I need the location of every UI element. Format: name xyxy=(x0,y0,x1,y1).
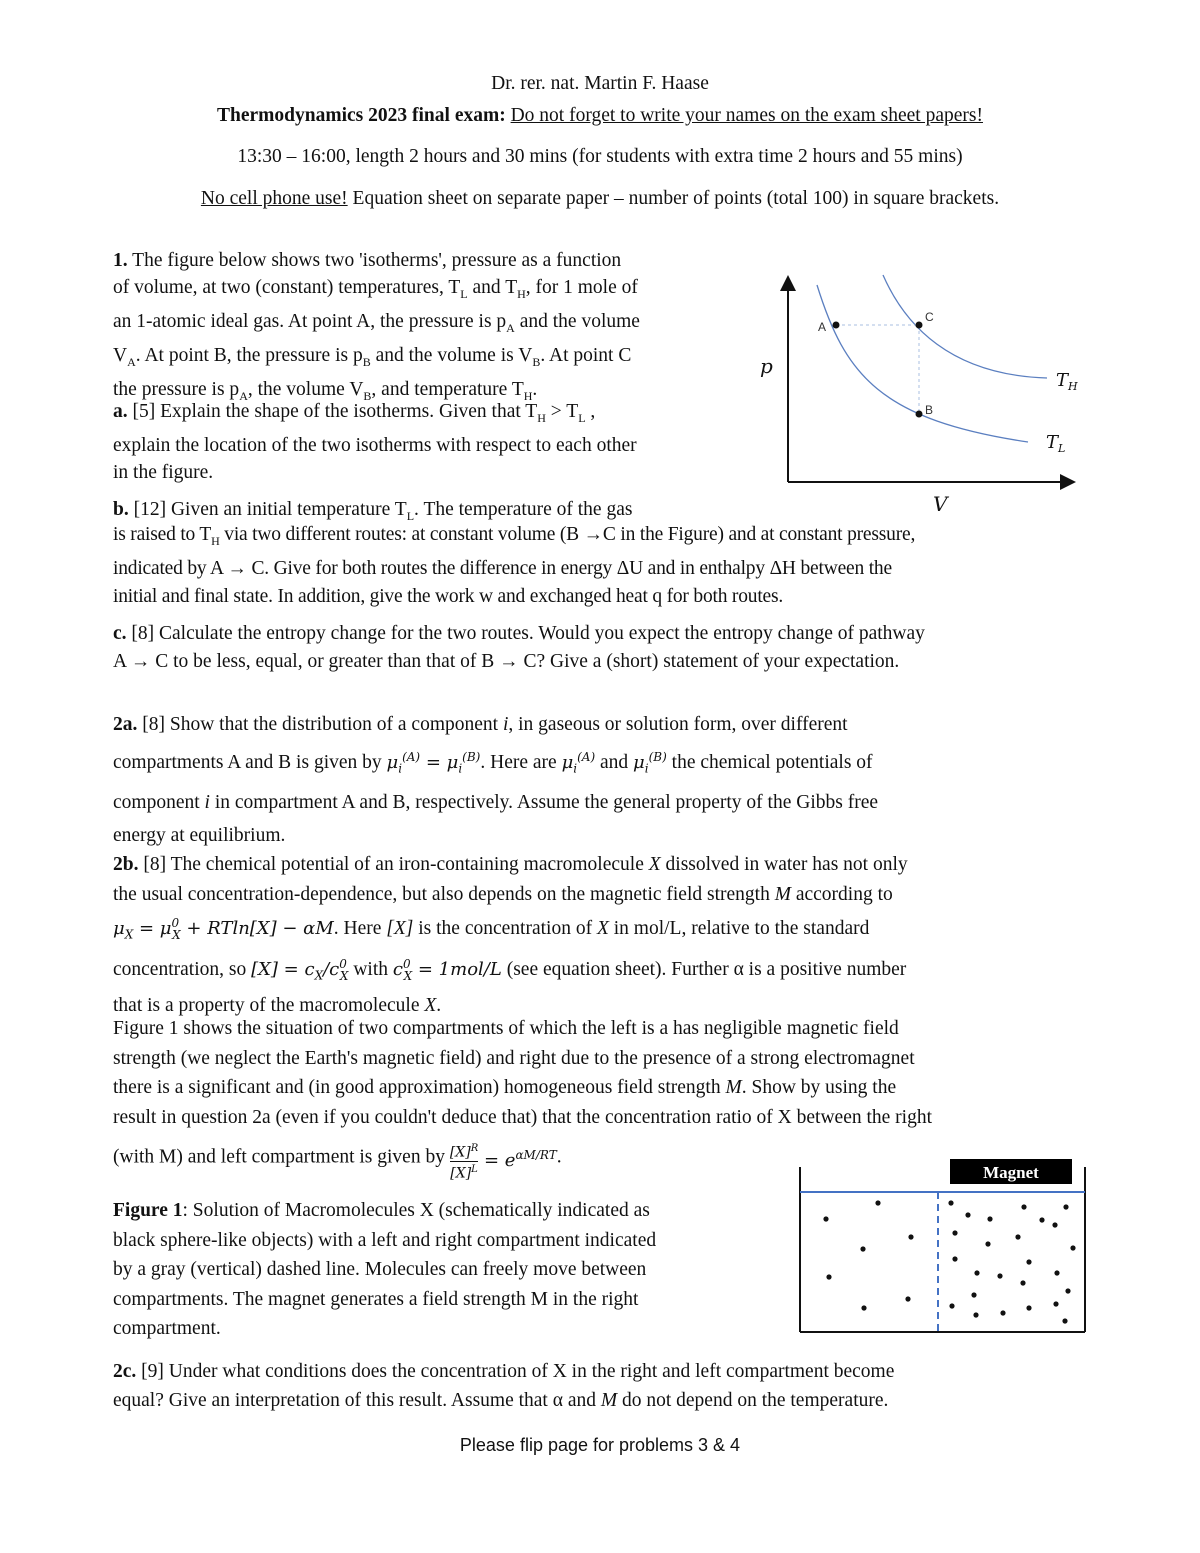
molecule xyxy=(974,1270,979,1275)
superscript: R xyxy=(470,1142,479,1154)
figure1-text: . Show by using the xyxy=(741,1077,897,1098)
math-var: i xyxy=(502,714,509,735)
q2a-text: and xyxy=(595,752,634,773)
q1-intro-text: . xyxy=(532,378,538,400)
q2a-text: , in gaseous or solution form, over different xyxy=(508,714,848,735)
math-var: X xyxy=(596,918,609,939)
superscript: (A) xyxy=(402,750,421,764)
subscript: X xyxy=(339,968,349,983)
subscript: L xyxy=(406,508,415,523)
subscript: X xyxy=(403,968,413,983)
fraction-numerator xyxy=(450,1141,478,1162)
molecule xyxy=(1070,1245,1075,1250)
q2c-text: [9] Under what conditions does the concentration of X in the right and left compartment become xyxy=(136,1361,895,1382)
molecule xyxy=(952,1230,957,1235)
q2a-text: compartments A and B is given by xyxy=(113,752,387,773)
point-b-marker xyxy=(916,411,923,418)
subscript: L xyxy=(578,410,586,425)
q1-intro xyxy=(113,247,739,410)
page-footer: Please flip page for problems 3 & 4 xyxy=(459,1435,741,1455)
point-c-marker xyxy=(916,322,923,329)
q1-intro-text: of volume, at two (constant) temperatures, T xyxy=(113,277,461,298)
rules-underlined: No cell phone use! xyxy=(200,188,348,209)
q1-intro-text: and the volume is V xyxy=(370,344,533,366)
subscript: i xyxy=(644,761,649,776)
molecule xyxy=(1053,1301,1058,1306)
q2a-text: component xyxy=(113,791,205,813)
figure1-text: (with M) and left compartment is given by xyxy=(113,1146,450,1168)
q2b-text: [8] The chemical potential of an iron-containing macromolecule xyxy=(138,854,649,875)
magnet-compartment-figure xyxy=(795,1155,1090,1337)
q1c-label: c. xyxy=(113,623,127,644)
q2b-label: 2b. xyxy=(113,854,139,875)
molecule xyxy=(861,1305,866,1310)
q1a-text: [5] Explain the shape of the isotherms. Given that T xyxy=(127,401,538,422)
y-axis-label: p xyxy=(760,354,773,378)
superscript: αM/RT xyxy=(515,1148,557,1162)
fraction-denominator xyxy=(450,1162,478,1182)
subscript: L xyxy=(460,286,468,301)
math-var: = e xyxy=(478,1150,516,1171)
q2b-text: (see equation sheet). Further α is a positive number xyxy=(501,959,907,981)
x-axis-label: V xyxy=(933,492,948,515)
math-var: + RTln[X] − αM xyxy=(180,918,334,939)
subscript: i xyxy=(458,761,463,776)
point-c-label: C xyxy=(925,310,934,324)
q2b xyxy=(113,850,1087,1021)
q1c xyxy=(113,620,1087,676)
q1-number: 1. xyxy=(113,250,128,271)
th-label-main: T xyxy=(1056,370,1069,391)
ratio-line xyxy=(113,1135,562,1181)
subscript: B xyxy=(532,354,541,369)
figure1-text: strength (we neglect the Earth's magnetic field) and right due to the presence of a strong electromagnet xyxy=(113,1047,915,1069)
rules-line xyxy=(0,185,1200,212)
subscript: i xyxy=(398,761,403,776)
subscript: i xyxy=(573,761,578,776)
q1-intro-text: . At point C xyxy=(540,344,632,366)
subscript: H xyxy=(517,286,526,301)
q1b-text: [12] Given an initial temperature T xyxy=(128,499,407,520)
math-var: c xyxy=(392,959,403,981)
ratio-fraction xyxy=(450,1141,478,1181)
subscript: B xyxy=(362,354,371,369)
right-molecules xyxy=(948,1200,1075,1323)
molecule xyxy=(1026,1259,1031,1264)
molecule xyxy=(948,1200,953,1205)
molecule xyxy=(1054,1270,1059,1275)
q1-intro-text: . At point B, the pressure is p xyxy=(135,344,363,366)
superscript: 0 xyxy=(402,957,411,972)
molecule xyxy=(1020,1280,1025,1285)
chemical-potential-formula xyxy=(113,916,334,942)
molecule xyxy=(905,1296,910,1301)
molecule xyxy=(1021,1204,1026,1209)
molecule xyxy=(826,1274,831,1279)
subscript: A xyxy=(239,388,248,403)
q1b-text: is raised to T xyxy=(113,524,212,545)
figure1-text: . xyxy=(556,1146,562,1168)
q1a-label: a. xyxy=(113,401,128,422)
subscript: B xyxy=(363,388,372,403)
q2a-label: 2a. xyxy=(113,714,138,735)
math-var: [X] xyxy=(449,1144,471,1161)
figure1-caption-text: compartment. xyxy=(113,1318,221,1339)
figure1-caption-text: black sphere-like objects) with a left and right compartment indicated xyxy=(113,1229,657,1251)
math-var: M xyxy=(725,1077,742,1098)
q2a-text: [8] Show that the distribution of a component xyxy=(137,714,503,735)
q2b-text: dissolved in water has not only xyxy=(660,854,908,875)
molecule xyxy=(1000,1310,1005,1315)
molecule xyxy=(1052,1222,1057,1227)
figure1-description xyxy=(113,1014,1087,1132)
exam-title-bold: Thermodynamics 2023 final exam: xyxy=(217,105,506,126)
tl-label-sub: L xyxy=(1058,442,1066,455)
molecule xyxy=(952,1256,957,1261)
q2b-text: concentration, so xyxy=(113,959,252,981)
figure1-caption-text: : Solution of Macromolecules X (schematically indicated as xyxy=(182,1200,650,1221)
molecule xyxy=(860,1246,865,1251)
q1b-text: . The temperature of the gas xyxy=(414,499,633,520)
q1c-text: A → C to be less, equal, or greater than that of B → C? Give a (short) statement of your expectation. xyxy=(113,651,900,672)
isotherm-th-curve xyxy=(883,275,1047,378)
figure1-label: Figure 1 xyxy=(113,1200,183,1221)
molecule xyxy=(997,1273,1002,1278)
q2c-text: equal? Give an interpretation of this result. Assume that α and xyxy=(113,1390,601,1411)
q2b-text: according to xyxy=(790,883,893,905)
q2b-text: that is a property of the macromolecule xyxy=(113,995,425,1017)
subscript: H xyxy=(211,533,220,548)
math-var: μ xyxy=(561,752,574,773)
molecule xyxy=(949,1303,954,1308)
q1-intro-text: , the volume V xyxy=(247,378,364,400)
th-curve-label xyxy=(1056,370,1078,393)
molecule xyxy=(875,1200,880,1205)
q2c-text: do not depend on the temperature. xyxy=(617,1390,889,1411)
math-var: [X] xyxy=(386,918,414,939)
math-var: μ xyxy=(633,752,645,773)
molecule xyxy=(1062,1318,1067,1323)
q1-intro-text: the pressure is p xyxy=(113,378,240,400)
q2a xyxy=(113,708,1087,852)
q1-intro-text: , and temperature T xyxy=(371,378,524,400)
q1-intro-text: and T xyxy=(467,277,518,298)
q2a-text: energy at equilibrium. xyxy=(113,824,286,846)
q2a-text: . Here are xyxy=(480,752,562,773)
q1-intro-text: and the volume xyxy=(514,310,640,332)
q1a-text: explain the location of the two isotherms with respect to each other xyxy=(113,434,637,456)
subscript: H xyxy=(523,388,533,403)
q2a-text: in compartment A and B, respectively. Assume the general property of the Gibbs free xyxy=(209,791,878,813)
subscript: X xyxy=(172,927,181,942)
math-var: X xyxy=(424,995,437,1017)
q1a-text: in the figure. xyxy=(113,461,214,483)
math-var: = μ xyxy=(133,918,172,939)
molecule xyxy=(1026,1305,1031,1310)
math-var: i xyxy=(204,791,210,813)
molecule xyxy=(985,1241,990,1246)
superscript: 0 xyxy=(339,957,347,972)
figure1-text: result in question 2a (even if you couldn't deduce that) that the concentration ratio of X between the right xyxy=(113,1106,932,1128)
math-var: = 1mol/L xyxy=(412,959,502,981)
q1a-text: , xyxy=(585,401,596,422)
q1b-label: b. xyxy=(113,499,129,520)
subscript: X xyxy=(314,968,324,983)
molecule xyxy=(1039,1217,1044,1222)
figure1-caption-text: compartments. The magnet generates a field strength M in the right xyxy=(113,1288,639,1310)
math-var: [X] xyxy=(450,1165,472,1182)
q1b-text: via two different routes: at constant volume (B →C in the Figure) and at constant pressure, xyxy=(219,524,916,545)
ratio-formula xyxy=(450,1135,557,1181)
q2b-text: . Here xyxy=(333,918,387,939)
subscript: A xyxy=(506,320,515,335)
chemical-potential-equation xyxy=(386,750,481,776)
superscript: (B) xyxy=(462,750,481,764)
figure1-text: Figure 1 shows the situation of two compartments of which the left is a has negligible magnetic field xyxy=(113,1018,899,1039)
superscript: L xyxy=(471,1163,478,1175)
molecule xyxy=(987,1216,992,1221)
figure1-text: there is a significant and (in good approximation) homogeneous field strength xyxy=(113,1077,726,1098)
tl-curve-label xyxy=(1046,432,1065,455)
q1c-text: [8] Calculate the entropy change for the two routes. Would you expect the entropy change of pathway xyxy=(126,623,925,644)
figure1-caption-text: by a gray (vertical) dashed line. Molecules can freely move between xyxy=(113,1259,647,1280)
mu-a xyxy=(561,750,596,776)
superscript: 0 xyxy=(171,916,180,930)
math-var: M xyxy=(774,883,791,905)
exam-title xyxy=(0,102,1200,129)
q2b-text: is the concentration of xyxy=(413,918,597,939)
magnet-label: Magnet xyxy=(983,1163,1039,1182)
q2c xyxy=(113,1357,1087,1415)
q2b-text: . xyxy=(436,995,442,1017)
rules-rest: Equation sheet on separate paper – number of points (total 100) in square brackets. xyxy=(352,188,1000,209)
molecule xyxy=(971,1292,976,1297)
q1-intro-text: The figure below shows two 'isotherms', pressure as a function xyxy=(132,250,622,271)
q1-intro-text: V xyxy=(113,344,128,366)
math-var: X xyxy=(648,854,661,875)
molecule xyxy=(1063,1204,1068,1209)
th-label-sub: H xyxy=(1068,380,1078,393)
math-var: /c xyxy=(323,959,340,981)
isotherm-figure xyxy=(750,265,1090,515)
q1-intro-text: an 1-atomic ideal gas. At point A, the pressure is p xyxy=(113,310,507,332)
molecule xyxy=(965,1212,970,1217)
q1a-text: > T xyxy=(545,401,579,422)
q2c-label: 2c. xyxy=(113,1361,137,1382)
left-molecules xyxy=(823,1200,913,1310)
isotherm-tl-curve xyxy=(817,285,1028,442)
subscript: H xyxy=(537,410,546,425)
molecule xyxy=(908,1234,913,1239)
tl-label-main: T xyxy=(1046,432,1059,453)
q2b-text: in mol/L, relative to the standard xyxy=(608,918,870,939)
concentration-formula xyxy=(251,957,349,983)
q2a-text: the chemical potentials of xyxy=(666,752,873,773)
molecule xyxy=(973,1312,978,1317)
q1-intro-text: , for 1 mole of xyxy=(525,277,638,298)
subscript: A xyxy=(127,354,136,369)
q1b-body xyxy=(113,521,1087,611)
q1a xyxy=(113,398,739,486)
q1b-text: initial and final state. In addition, give the work w and exchanged heat q for both routes. xyxy=(113,585,784,607)
point-a-label: A xyxy=(818,320,827,334)
subscript: X xyxy=(124,927,134,942)
math-var: M xyxy=(600,1390,618,1411)
superscript: (A) xyxy=(577,750,596,764)
q2b-text: the usual concentration-dependence, but also depends on the magnetic field strength xyxy=(113,883,775,905)
standard-concentration xyxy=(392,957,502,983)
molecule xyxy=(1065,1288,1070,1293)
math-var: [X] = c xyxy=(251,959,315,981)
math-var: = μ xyxy=(420,752,459,773)
q1b-text: indicated by A → C. Give for both routes the difference in energy ΔU and in enthalpy ΔH between the xyxy=(113,557,892,579)
math-var: μ xyxy=(113,918,125,939)
figure1-caption xyxy=(113,1196,781,1344)
point-b-label: B xyxy=(925,403,934,417)
molecule xyxy=(1015,1234,1020,1239)
point-a-marker xyxy=(833,322,840,329)
molecule xyxy=(823,1216,828,1221)
author-line: Dr. rer. nat. Martin F. Haase xyxy=(491,73,709,94)
exam-title-underlined: Do not forget to write your names on the exam sheet papers! xyxy=(510,105,983,126)
q2b-text: with xyxy=(348,959,393,981)
math-var: μ xyxy=(386,752,399,773)
time-info: 13:30 – 16:00, length 2 hours and 30 mins (for students with extra time 2 hours and 55 mins) xyxy=(237,146,963,167)
mu-b xyxy=(633,750,667,776)
superscript: (B) xyxy=(648,750,667,764)
